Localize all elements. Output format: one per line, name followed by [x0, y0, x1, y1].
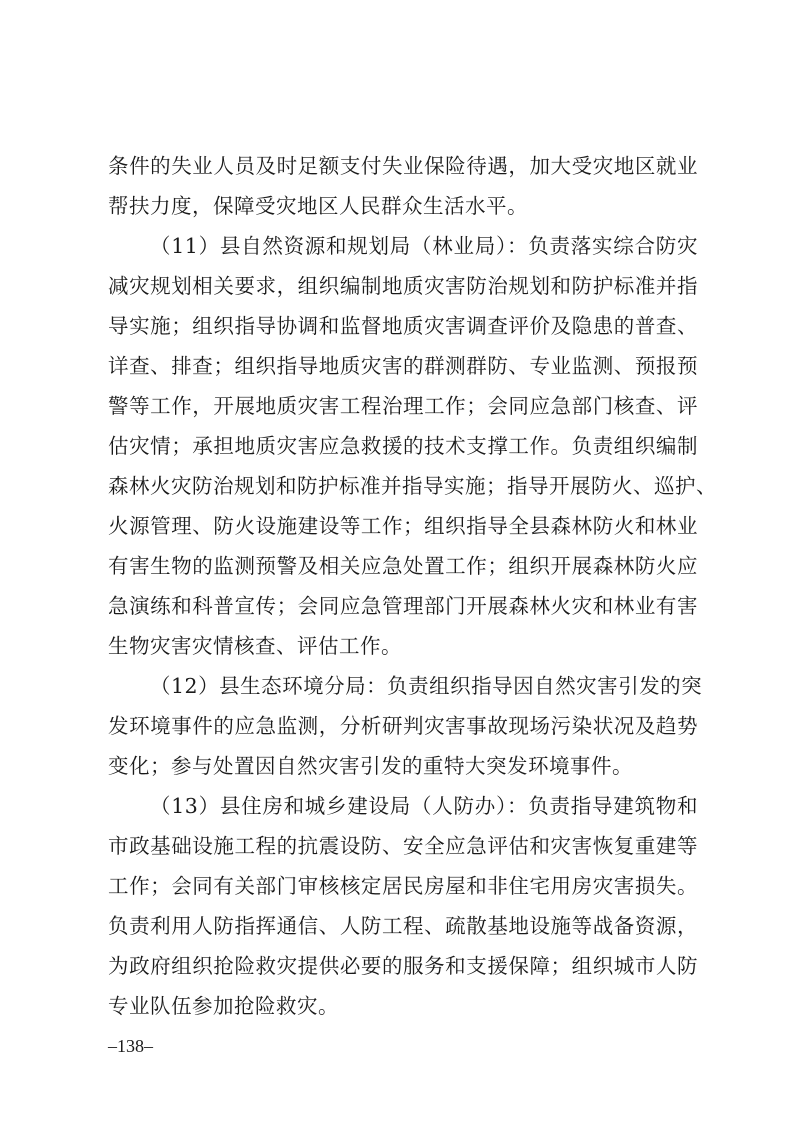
- text-line: 有害生物的监测预警及相关应急处置工作；组织开展森林防火应: [108, 554, 698, 578]
- text-line: 帮扶力度，保障受灾地区人民群众生活水平。: [108, 194, 528, 218]
- text-line: 发环境事件的应急监测，分析研判灾害事故现场污染状况及趋势: [108, 714, 698, 738]
- text-line: 专业队伍参加抢险救灾。: [108, 994, 339, 1018]
- text-line: 森林火灾防治规划和防护标准并指导实施；指导开展防火、巡护、: [108, 474, 717, 498]
- text-line: 市政基础设施工程的抗震设防、安全应急评估和灾害恢复重建等: [108, 834, 698, 858]
- section-heading-line: （13）县住房和城乡建设局（人防办）：负责指导建筑物和: [150, 794, 698, 818]
- text-line: 负责利用人防指挥通信、人防工程、疏散基地设施等战备资源，: [108, 914, 698, 938]
- text-line: 条件的失业人员及时足额支付失业保险待遇，加大受灾地区就业: [108, 154, 698, 178]
- text-line: 为政府组织抢险救灾提供必要的服务和支援保障；组织城市人防: [108, 954, 698, 978]
- text-line: 估灾情；承担地质灾害应急救援的技术支撑工作。负责组织编制: [108, 434, 698, 458]
- text-line: 急演练和科普宣传；会同应急管理部门开展森林火灾和林业有害: [108, 594, 698, 618]
- section-heading-line: （12）县生态环境分局：负责组织指导因自然灾害引发的突: [150, 674, 703, 698]
- text-line: 警等工作，开展地质灾害工程治理工作；会同应急部门核查、评: [108, 394, 698, 418]
- page-number: –138–: [108, 1036, 153, 1056]
- text-line: 减灾规划相关要求，组织编制地质灾害防治规划和防护标准并指: [108, 274, 698, 298]
- text-line: 变化；参与处置因自然灾害引发的重特大突发环境事件。: [108, 754, 633, 778]
- section-heading-line: （11）县自然资源和规划局（林业局）：负责落实综合防灾: [150, 234, 698, 258]
- text-line: 详查、排查；组织指导地质灾害的群测群防、专业监测、预报预: [108, 354, 698, 378]
- text-line: 火源管理、防火设施建设等工作；组织指导全县森林防火和林业: [108, 514, 698, 538]
- text-line: 导实施；组织指导协调和监督地质灾害调查评价及隐患的普查、: [108, 314, 698, 338]
- text-line: 生物灾害灾情核查、评估工作。: [108, 634, 402, 658]
- text-line: 工作；会同有关部门审核核定居民房屋和非住宅用房灾害损失。: [108, 874, 698, 898]
